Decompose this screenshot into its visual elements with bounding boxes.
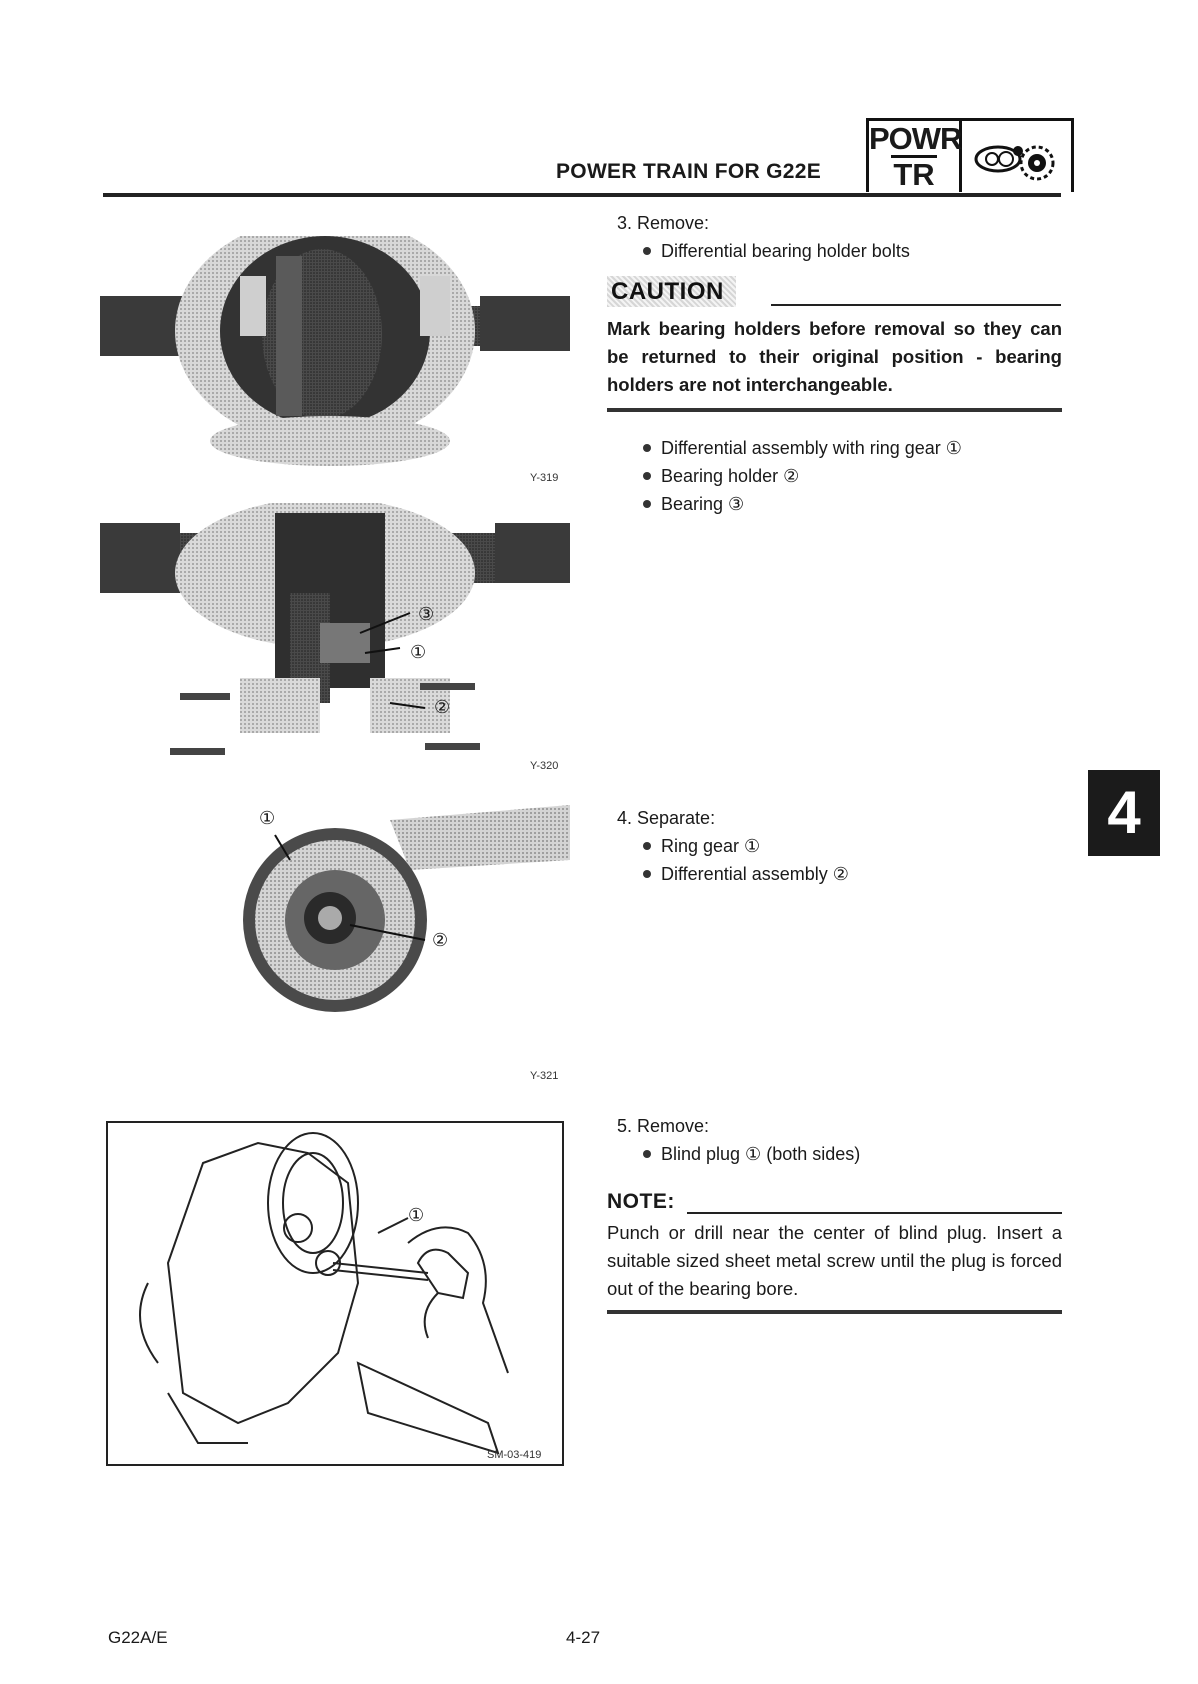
- section-badge: [866, 118, 962, 192]
- note-label: NOTE:: [607, 1190, 675, 1213]
- caution-label: CAUTION: [607, 276, 736, 307]
- callout-1: ①: [259, 808, 276, 828]
- figure-id: Y-321: [530, 1070, 559, 1082]
- list-item: Differential assembly ②: [645, 861, 849, 887]
- caution-rule: [771, 304, 1061, 306]
- caution-header: [607, 276, 1062, 307]
- note-text: Punch or drill near the center of blind plug. Insert a suitable sized sheet metal screw until the plug is forced out of the bearing bore.: [607, 1222, 1062, 1299]
- list-item: Bearing holder ②: [645, 463, 799, 489]
- callout-1: ①: [408, 1205, 425, 1225]
- list-item: Ring gear ①: [645, 833, 760, 859]
- note-bottom-rule: [607, 1310, 1062, 1314]
- chapter-tab: 4: [1088, 770, 1160, 856]
- section-badge-line2: TR: [891, 155, 937, 191]
- footer-model: G22A/E: [108, 1628, 168, 1647]
- caution-text: Mark bearing holders before removal so they can be returned to their original position - bearing holders are not interchangeable.: [607, 318, 1062, 395]
- figure-ring-gear: [230, 800, 570, 1065]
- figure-differential-removal: [100, 503, 570, 763]
- callout-2: ②: [434, 697, 451, 717]
- header-rule: [103, 193, 1061, 197]
- caution-bottom-rule: [607, 408, 1062, 412]
- callout-1: ①: [410, 642, 427, 662]
- callout-2: ②: [432, 930, 449, 950]
- figure-differential-housing: [100, 236, 570, 486]
- step-3-label: 3. Remove:: [617, 213, 710, 233]
- note-header: [607, 1190, 1062, 1214]
- list-item: Bearing ③: [645, 491, 744, 517]
- step-3-bullet: Differential bearing holder bolts: [645, 238, 910, 264]
- page-number: 4-27: [566, 1628, 601, 1647]
- figure-id: Y-319: [530, 472, 559, 484]
- figure-id: Y-320: [530, 760, 559, 772]
- step-4-label: 4. Separate:: [617, 808, 716, 828]
- figure-blind-plug-drawing: [106, 1121, 564, 1466]
- section-badge-line1: POWR: [869, 121, 962, 156]
- gear-chain-icon: [962, 118, 1074, 192]
- callout-3: ③: [418, 604, 435, 624]
- figure-id: SM-03-419: [487, 1449, 542, 1461]
- list-item: Differential assembly with ring gear ①: [645, 435, 962, 461]
- list-item: Blind plug ① (both sides): [645, 1141, 860, 1167]
- note-rule: [687, 1212, 1062, 1214]
- page-title: POWER TRAIN FOR G22E: [556, 160, 822, 183]
- step-5-label: 5. Remove:: [617, 1116, 710, 1136]
